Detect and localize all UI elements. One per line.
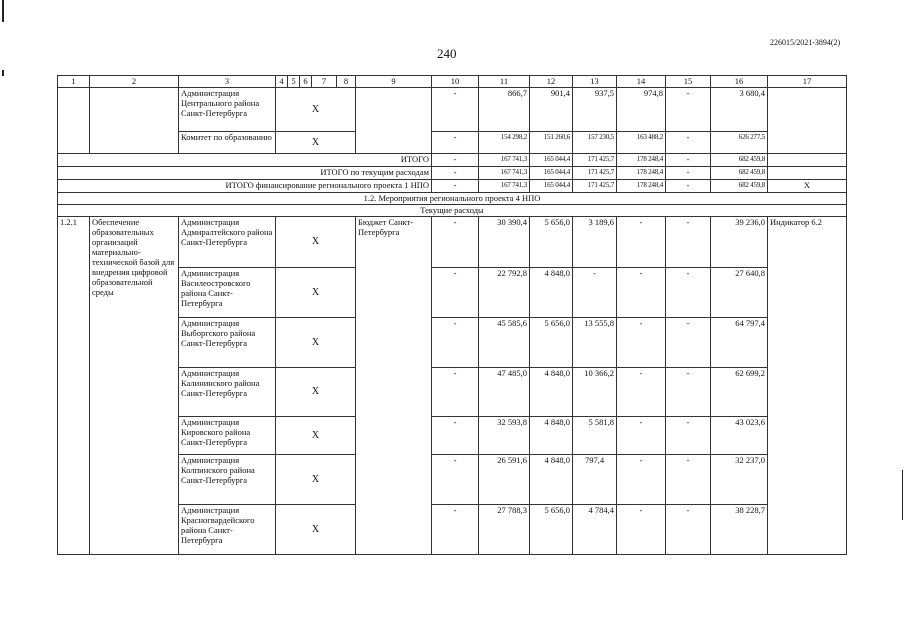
value-cell: 47 485,0 (479, 368, 530, 417)
x-mark: X (276, 217, 356, 268)
value-cell: 901,4 (530, 88, 573, 132)
table-cell (356, 88, 432, 154)
value-cell: 4 848,0 (530, 368, 573, 417)
value-cell: 154 298,2 (479, 132, 530, 154)
value-cell: - (666, 318, 711, 368)
scan-margin-mark (902, 470, 903, 520)
measure-number: 1.2.1 (58, 217, 90, 555)
organization-name: Администрация Калининского района Санкт-Петербурга (179, 368, 276, 417)
total-label: ИТОГО финансирование регионального проекта 1 НПО (58, 180, 432, 193)
x-mark: X (276, 455, 356, 505)
value-cell: - (432, 455, 479, 505)
value-cell: 167 741,3 (479, 167, 530, 180)
x-mark: X (276, 368, 356, 417)
value-cell: - (666, 217, 711, 268)
value-cell: - (617, 455, 666, 505)
scan-margin-mark (2, 70, 4, 76)
column-header: 6 (300, 76, 312, 88)
value-cell: - (617, 268, 666, 318)
column-header: 10 (432, 76, 479, 88)
x-mark: X (276, 132, 356, 154)
column-number-row (58, 76, 847, 88)
value-cell: - (432, 132, 479, 154)
value-cell: 866,7 (479, 88, 530, 132)
value-cell: - (617, 505, 666, 555)
scan-margin-mark (2, 0, 4, 22)
value-cell: 4 848,0 (530, 417, 573, 455)
value-cell: 13 555,8 (573, 318, 617, 368)
table-row (58, 88, 847, 132)
value-cell: 797,4 (573, 455, 617, 505)
value-cell: 167 741,3 (479, 154, 530, 167)
organization-name: Администрация Адмиралтейского района Санкт-Петербурга (179, 217, 276, 268)
value-cell: 10 366,2 (573, 368, 617, 417)
total-row (58, 154, 847, 167)
value-cell: 626 277,5 (711, 132, 768, 154)
value-cell: - (432, 368, 479, 417)
value-cell: 43 023,6 (711, 417, 768, 455)
value-cell: - (432, 318, 479, 368)
value-cell: - (432, 505, 479, 555)
measure-name: Обеспечение образовательных организаций материально-технической базой для внедрения цифровой образовательной среды (90, 217, 179, 555)
value-cell: 27 788,3 (479, 505, 530, 555)
value-cell: 171 425,7 (573, 167, 617, 180)
value-cell: 22 792,8 (479, 268, 530, 318)
value-cell: - (432, 268, 479, 318)
value-cell: - (573, 268, 617, 318)
value-cell: 171 425,7 (573, 180, 617, 193)
column-header: 13 (573, 76, 617, 88)
value-cell: 64 797,4 (711, 318, 768, 368)
value-cell: - (432, 167, 479, 180)
value-cell: - (617, 318, 666, 368)
document-reference: 226015/2021-3894(2) (770, 38, 841, 47)
value-cell: 5 656,0 (530, 318, 573, 368)
value-cell: 974,8 (617, 88, 666, 132)
page-number: 240 (437, 46, 457, 61)
value-cell: 4 848,0 (530, 268, 573, 318)
column-header: 7 (312, 76, 337, 88)
column-header: 15 (666, 76, 711, 88)
funding-source: Бюджет Санкт-Петербурга (356, 217, 432, 555)
value-cell: 178 248,4 (617, 154, 666, 167)
value-cell: 27 640,8 (711, 268, 768, 318)
value-cell: - (617, 417, 666, 455)
value-cell: 937,5 (573, 88, 617, 132)
organization-name: Администрация Красногвардейского района Санкт-Петербурга (179, 505, 276, 555)
total-label: ИТОГО по текущим расходам (58, 167, 432, 180)
value-cell: 165 044,4 (530, 154, 573, 167)
organization-name: Администрация Кировского района Санкт-Петербурга (179, 417, 276, 455)
table-cell (90, 88, 179, 154)
column-header: 8 (337, 76, 356, 88)
value-cell: 26 591,6 (479, 455, 530, 505)
organization-name: Комитет по образованию (179, 132, 276, 154)
subsection-header-row (58, 205, 847, 217)
subsection-title: Текущие расходы (58, 205, 847, 217)
total-row (58, 167, 847, 180)
organization-name: Администрация Центрального района Санкт-Петербурга (179, 88, 276, 132)
value-cell: - (666, 180, 711, 193)
value-cell: - (666, 455, 711, 505)
value-cell: 5 656,0 (530, 217, 573, 268)
value-cell: 4 848,0 (530, 455, 573, 505)
value-cell: 163 488,2 (617, 132, 666, 154)
table-cell (768, 167, 847, 180)
x-mark: X (276, 318, 356, 368)
column-header: 12 (530, 76, 573, 88)
value-cell: 682 459,8 (711, 154, 768, 167)
value-cell: 178 248,4 (617, 180, 666, 193)
value-cell: - (432, 180, 479, 193)
column-header: 5 (288, 76, 300, 88)
value-cell: - (432, 88, 479, 132)
value-cell: 165 044,4 (530, 167, 573, 180)
value-cell: - (666, 154, 711, 167)
value-cell: 151 260,6 (530, 132, 573, 154)
section-header-row (58, 193, 847, 205)
total-row (58, 180, 847, 193)
value-cell: 165 044,4 (530, 180, 573, 193)
value-cell: 682 459,8 (711, 180, 768, 193)
value-cell: - (617, 368, 666, 417)
organization-name: Администрация Василеостровского района Санкт-Петербурга (179, 268, 276, 318)
column-header: 3 (179, 76, 276, 88)
value-cell: - (432, 417, 479, 455)
value-cell: - (666, 417, 711, 455)
value-cell: 5 656,0 (530, 505, 573, 555)
value-cell: 178 248,4 (617, 167, 666, 180)
column-header: 14 (617, 76, 666, 88)
section-title: 1.2. Мероприятия регионального проекта 4 НПО (58, 193, 847, 205)
value-cell: 38 228,7 (711, 505, 768, 555)
value-cell: 62 699,2 (711, 368, 768, 417)
value-cell: - (666, 368, 711, 417)
indicator-cell: Индикатор 6.2 (768, 217, 847, 555)
value-cell: - (666, 268, 711, 318)
value-cell: 157 230,5 (573, 132, 617, 154)
table-cell (768, 154, 847, 167)
column-header: 16 (711, 76, 768, 88)
value-cell: - (666, 167, 711, 180)
value-cell: 32 237,0 (711, 455, 768, 505)
value-cell: 4 784,4 (573, 505, 617, 555)
x-mark: X (768, 180, 847, 193)
table-row (58, 217, 847, 268)
x-mark: X (276, 417, 356, 455)
value-cell: 3 189,6 (573, 217, 617, 268)
value-cell: 32 593,8 (479, 417, 530, 455)
organization-name: Администрация Колпинского района Санкт-Петербурга (179, 455, 276, 505)
x-mark: X (276, 88, 356, 132)
value-cell: - (666, 132, 711, 154)
value-cell: - (617, 217, 666, 268)
total-label: ИТОГО (58, 154, 432, 167)
value-cell: - (666, 88, 711, 132)
column-header: 1 (58, 76, 90, 88)
value-cell: - (432, 217, 479, 268)
organization-name: Администрация Выборгского района Санкт-Петербурга (179, 318, 276, 368)
table-cell (768, 88, 847, 154)
table-cell (58, 88, 90, 154)
value-cell: - (666, 505, 711, 555)
value-cell: 45 585,6 (479, 318, 530, 368)
column-header: 4 (276, 76, 288, 88)
column-header: 2 (90, 76, 179, 88)
value-cell: 30 390,4 (479, 217, 530, 268)
value-cell: 171 425,7 (573, 154, 617, 167)
value-cell: 167 741,3 (479, 180, 530, 193)
budget-table (57, 75, 847, 555)
column-header: 9 (356, 76, 432, 88)
column-header: 11 (479, 76, 530, 88)
value-cell: 39 236,0 (711, 217, 768, 268)
column-header: 17 (768, 76, 847, 88)
x-mark: X (276, 268, 356, 318)
value-cell: 3 680,4 (711, 88, 768, 132)
value-cell: 5 581,8 (573, 417, 617, 455)
value-cell: - (432, 154, 479, 167)
x-mark: X (276, 505, 356, 555)
value-cell: 682 459,8 (711, 167, 768, 180)
